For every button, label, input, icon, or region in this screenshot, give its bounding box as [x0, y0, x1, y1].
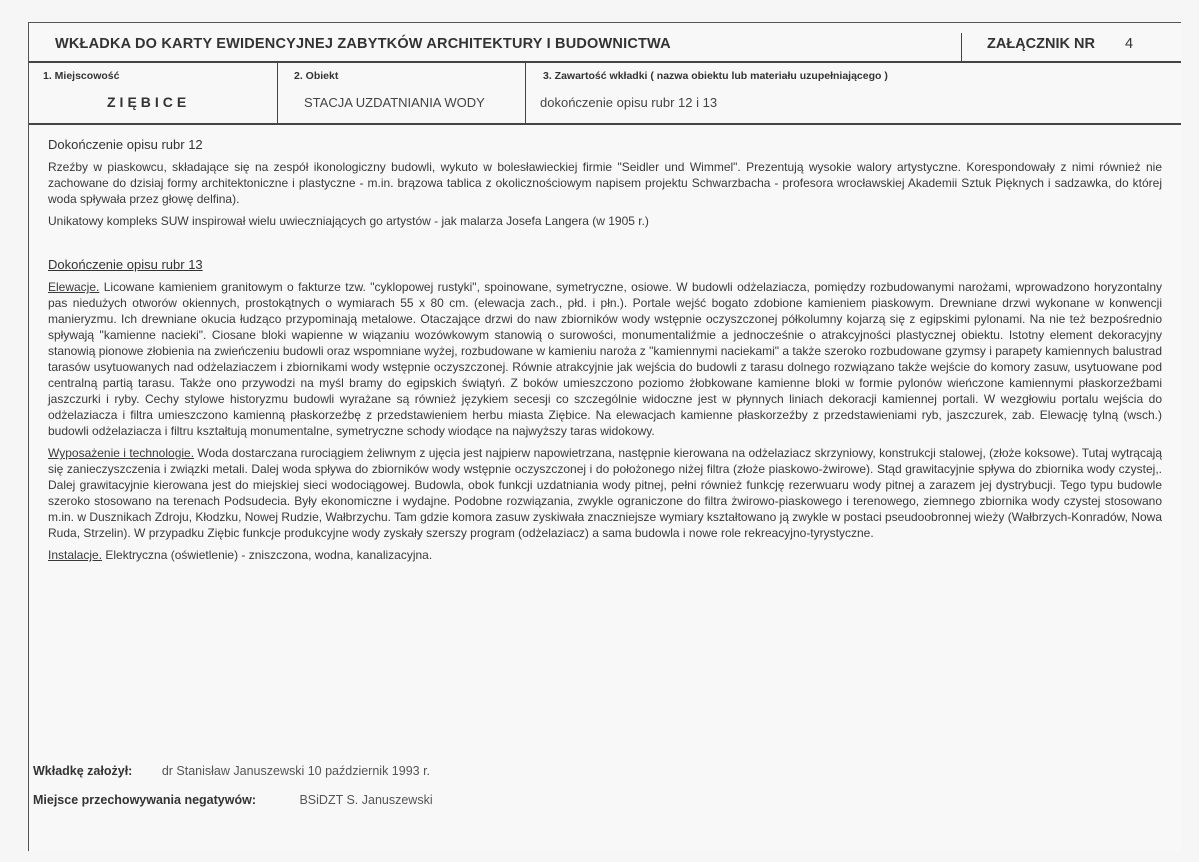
storage-label: Miejsce przechowywania negatywów:	[33, 793, 256, 807]
content-label: 3. Zawartość wkładki ( nazwa obiektu lub materiału uzupełniającego )	[543, 70, 888, 82]
locality-value: ZIĘBICE	[107, 94, 191, 110]
section12-paragraph-2: Unikatowy kompleks SUW inspirował wielu uwieczniających go artystów - jak malarza Josefa Langera (w 1905 r.)	[48, 214, 649, 228]
elewacje-paragraph	[48, 279, 1162, 439]
storage-value: BSiDZT S. Januszewski	[299, 793, 433, 807]
founder-value: dr Stanisław Januszewski 10 październik 1993 r.	[161, 764, 431, 778]
inst-text: Elektryczna (oświetlenie) - zniszczona, wodna, kanalizacyjna.	[102, 548, 433, 562]
inst-paragraph	[48, 547, 1162, 563]
tech-lead: Wyposażenie i technologie.	[48, 446, 195, 460]
founder-line	[33, 764, 733, 778]
section13-title: Dokończenie opisu rubr 13	[48, 257, 203, 272]
section12-paragraph-1: Rzeźby w piaskowcu, składające się na zespół ikonologiczny budowli, wykuto w bolesławieckiej firmie "Seidler und Wimmel". Prezentują wysokie walory artystyczne. Korespondowały z nimi również nie zachowane do dzisiaj formy architektoniczne i plastyczne - m.in. brązowa tablica z okolicznościowym napisem projektu Schwarzbacha - profesora wrocławskiej Akademii Sztuk Pięknych i sadzawka, do której woda spływała przez głowę delfina).	[48, 160, 1162, 206]
founder-label: Wkładkę założył:	[33, 764, 133, 778]
storage-line	[33, 793, 733, 807]
document-title: WKŁADKA DO KARTY EWIDENCYJNEJ ZABYTKÓW ARCHITEKTURY I BUDOWNICTWA	[55, 36, 671, 52]
object-label: 2. Obiekt	[294, 70, 339, 82]
elewacje-text: Licowane kamieniem granitowym o fakturze tzw. "cyklopowej rustyki", spoinowane, symetryczne, osiowe. W budowli odżelaziacza, pomiędzy rozbudowanymi narożami, wprowadzono horyzontalny pas niedużych otworów okiennych, prostokątnych o wymiarach 55 x 80 cm. (elewacja zach., płd. i płn.). Portale wejść bogato zdobione kamieniem piaskowym. Drewniane drzwi wykonane w konwencji manieryzmu. Ich drewniane okucia łudząco przypominają metalowe. Otaczające drzwi do naw zbiorników wody wstępnie oczyszczonej półkolumny kojarzą się z egipskimi pylonami. Na nie też bezpośrednio spływają "kamienne nacieki". Ciosane bloki wapienne w wiązaniu wozówkowym stanowią o surowości, monumentaliźmie a jednocześnie o atrakcyjności plastycznej obiektu. Istotny element dekoracyjny stanowią pionowe złobienia na zwieńczeniu budowli oraz wspomniane wyżej, rozbudowane w kamieniu naroża z "kamiennymi naciekami" a także szeroko rozbudowane gzymsy i parapety kamiennych balustrad tarasów usytuowanych nad odżelaziaczem i zbiornikami wody wstępnie oczyszczonej. Równie atrakcyjnie jak wejścia do budowli z tarasu dolnego rozwiązano także wejście do komory zasuw, usytuowane pod centralną partią tarasu. Także ono przywodzi na myśl bramy do egipskich świątyń. Z boków umieszczono poziomo żłobkowane kamienne bloki w formie pylonów wieńczone kamiennymi płaskorzeźbami jaszczurki i ryby. Cechy stylowe historyzmu budowli wyrażane są również językiem secesji co szczególnie widoczne jest w płynnych liniach dekoracji kamiennej portali. W wezgłowiu portalu wejścia do odżelaziacza i filtra umieszczono kamienną płaskorzeźbę z przedstawieniem herbu miasta Ziębice. Na elewacjach kamienne płaskorzeźby z przedstawieniami ryb, jaszczurek, zab. Elewację tylną (wsch.) budowli odżelaziacza i filtru kształtują monumentalne, symetryczne schody wiodące na najwyższy taras widokowy.	[48, 280, 1162, 438]
locality-label: 1. Miejscowość	[43, 70, 120, 82]
fields-row	[29, 63, 1181, 125]
header-row	[29, 23, 1181, 63]
attachment-label: ZAŁĄCZNIK NR	[987, 36, 1095, 52]
attachment-number: 4	[1125, 36, 1134, 52]
content-value: dokończenie opisu rubr 12 i 13	[540, 95, 718, 110]
header-divider	[961, 33, 962, 61]
content-cell	[525, 63, 1182, 123]
object-value: STACJA UZDATNIANIA WODY	[304, 95, 485, 110]
tech-text: Woda dostarczana rurociągiem żeliwnym z ujęcia jest najpierw napowietrzana, następnie kierowana na odżelaziacz skrzyniowy, konstrukcji stalowej, (złoże koksowe). Tutaj wytrącają się zanieczyszczenia i związki metali. Dalej woda spływa do zbiorników wody wstępnie oczyszczonej i do położonego niżej filtra (złoże piaskowo-żwirowe). Stąd grawitacyjnie spływa do zbiornika wody czystej,. Dalej grawitacyjnie kierowana jest do miejskiej sieci wodociągowej. Budowla, obok funkcji uzdatniania wody pitnej, pełni również funkcję rezerwuaru wody pitnej a zarazem jej dystrybucji. Tego typu budowle szeroko stosowano na terenach Podsudecia. Były ekonomiczne i wydajne. Podobne rozwiązania, zwykle ograniczone do filtra żwirowo-piaskowego i terenowego, ziemnego zbiornika wody czystej stosowano m.in. w Dusznikach Zdroju, Kłodzku, Nowej Rudzie, Wałbrzychu. Tam gdzie komora zasuw zyskiwała znaczniejsze wymiary kształtowano ją zwykle w postaci pseudoobronnej wieży (Wałbrzych-Konradów, Nowa Ruda, Strzelin). W przypadku Ziębic funkcje produkcyjne wody zyskały szerszy program (odżelaziacz) a sama budowla i nowe role rekreacyjno-tyrystyczne.	[48, 446, 1162, 540]
tech-paragraph	[48, 445, 1162, 541]
elewacje-lead: Elewacje.	[48, 280, 100, 294]
section12-title: Dokończenie opisu rubr 12	[48, 137, 203, 152]
section-gap	[48, 235, 1162, 257]
document-frame	[28, 22, 1181, 851]
locality-cell	[29, 63, 277, 123]
document-body	[48, 137, 1162, 569]
inst-lead: Instalacje.	[48, 548, 103, 562]
object-cell	[277, 63, 526, 123]
